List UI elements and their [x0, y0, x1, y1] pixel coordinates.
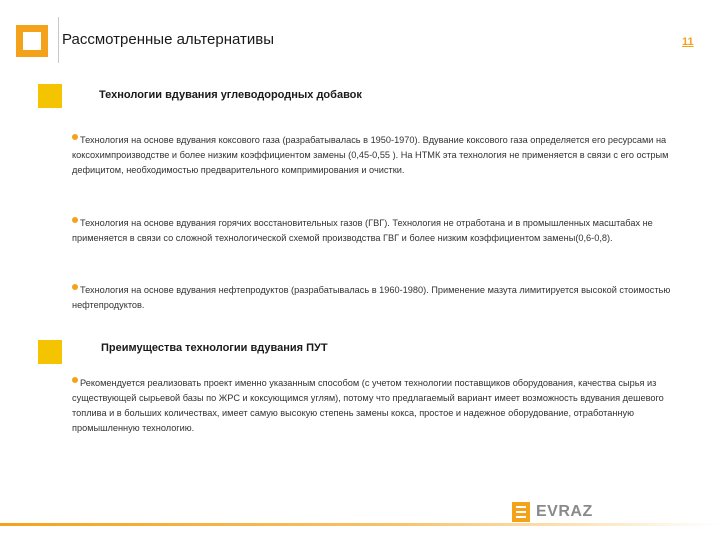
paragraph-text: Технология на основе вдувания горячих восстановительных газов (ГВГ). Технология не отработана и в промышленных масштабах не применяется в связи со сложной технологической схемой производства ГВГ и более низким коэффициентом замены(0,6-0,8). — [72, 218, 653, 243]
section-title: Технологии вдувания углеводородных добавок — [99, 89, 362, 101]
section-marker — [38, 340, 62, 364]
slide-title: Рассмотренные альтернативы — [62, 31, 275, 48]
bullet-icon — [72, 284, 78, 290]
paragraph-text: Технология на основе вдувания коксового газа (разрабатывалась в 1950-1970). Вдувание коксового газа определяется его ресурсами на коксохимпроизводстве и более низким коэффициентом замены (0,45-0,55 ). На НТМК эта технология не применяется в связи с его острым дефицитом, необходимостью предварительного компримирования и очистки. — [72, 135, 669, 175]
section-title: Преимущества технологии вдувания ПУТ — [101, 342, 328, 354]
footer-divider — [0, 523, 720, 526]
paragraph-text: Технология на основе вдувания нефтепродуктов (разрабатывалась в 1960-1980). Применение мазута лимитируется высокой стоимостью нефтепродуктов. — [72, 285, 671, 310]
paragraph — [72, 283, 672, 313]
paragraph — [72, 216, 672, 246]
header-divider — [58, 17, 59, 63]
page-number: 11 — [682, 36, 694, 48]
evraz-logo — [512, 502, 593, 522]
evraz-logo-icon — [512, 502, 530, 522]
bullet-icon — [72, 217, 78, 223]
brand-name: EVRAZ — [536, 503, 593, 520]
paragraph-text: Рекомендуется реализовать проект именно указанным способом (с учетом технологии поставщиков оборудования, качества сырья из существующей сырьевой базы по ЖРС и коксующимся углям), потому что предлагаемый вариант имеет возможность вдувания дешевого топлива и в больших количествах, имеет самую высокую степень замены кокса, простое и надежное оборудование, отработанную промышленную технологию. — [72, 378, 664, 433]
paragraph — [72, 133, 672, 178]
bullet-icon — [72, 134, 78, 140]
slide-logo-square — [16, 25, 48, 57]
bullet-icon — [72, 377, 78, 383]
paragraph — [72, 376, 672, 436]
section-marker — [38, 84, 62, 108]
